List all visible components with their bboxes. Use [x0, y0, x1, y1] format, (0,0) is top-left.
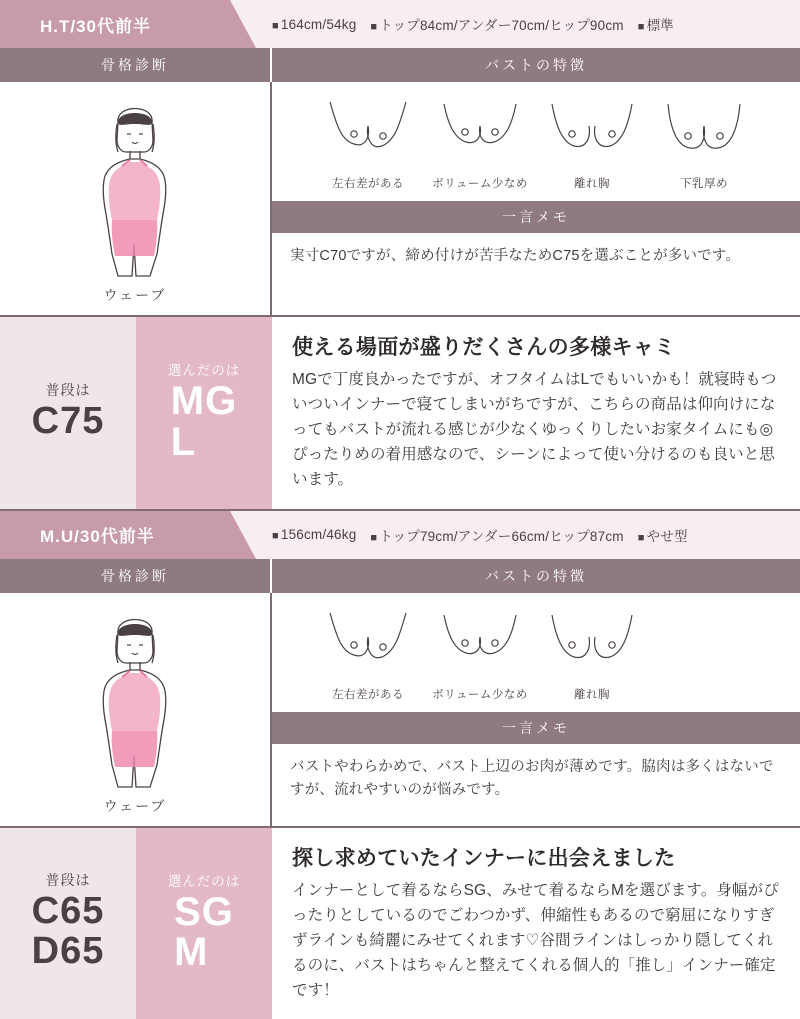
comment-block — [272, 828, 800, 1019]
bust-label: 下乳厚め — [680, 178, 728, 190]
reviewer-name: M.U/30代前半 — [0, 511, 230, 559]
stat-value: 標準 — [646, 18, 674, 33]
comment-title: 使える場面が盛りだくさんの多様キャミ — [292, 336, 676, 359]
body-row — [0, 593, 800, 828]
reviewer-stats — [230, 511, 800, 559]
review-block — [0, 511, 800, 1019]
stat-value: トップ79cm/アンダー66cm/ヒップ87cm — [379, 528, 624, 544]
usual-size-value: C75 — [31, 399, 105, 442]
bust-label: 離れ胸 — [574, 688, 610, 701]
reviewer-header — [0, 511, 800, 559]
bust-item — [540, 607, 644, 702]
bullet-icon: ■ — [370, 21, 378, 33]
comment-block — [272, 317, 800, 509]
stat-item — [370, 525, 623, 545]
column-headers — [0, 48, 800, 82]
header-bust: バストの特徴 — [272, 559, 800, 593]
stat-item — [370, 14, 623, 34]
bust-item — [316, 96, 420, 191]
reviewer-name: H.T/30代前半 — [0, 0, 230, 48]
bullet-icon: ■ — [272, 19, 279, 32]
stat-item — [272, 17, 356, 32]
stat-value: トップ84cm/アンダー70cm/ヒップ90cm — [379, 18, 624, 33]
bust-column — [272, 593, 800, 826]
bust-column — [272, 82, 800, 315]
reviewer-header — [0, 0, 800, 48]
memo-header: 一言メモ — [272, 201, 800, 233]
bullet-icon: ■ — [272, 530, 279, 543]
comment-body: MGで丁度良かったですが、オフタイムはLでもいいかも！就寝時もついついインナーで寝てしまいがちですが、こちらの商品は仰向けになってもバストが流れる感じが少なくゆっくりしたいお家タイムにも◎ぴったりめの着用感なので、シーンによって使い分けるのも良いと思います。 — [292, 371, 777, 489]
stat-item — [638, 525, 688, 545]
usual-size-label: 普段は — [45, 872, 91, 889]
header-skeleton: 骨格診断 — [0, 48, 272, 82]
bust-shape-icon — [320, 607, 416, 679]
stat-value: やせ型 — [646, 528, 688, 544]
bullet-icon: ■ — [370, 531, 378, 544]
skeleton-type-label: ウェーブ — [103, 797, 167, 814]
choice-row — [0, 317, 800, 509]
bust-item — [540, 96, 644, 191]
header-skeleton: 骨格診断 — [0, 559, 272, 593]
bust-shape-icon — [544, 607, 640, 679]
bust-item — [428, 607, 532, 702]
bust-shape-icon — [320, 96, 416, 168]
bust-label: 左右差がある — [332, 178, 404, 190]
usual-size-block — [0, 828, 136, 1019]
reviewer-stats — [230, 0, 800, 48]
figure-column — [0, 593, 272, 826]
picked-size-label: 選んだのは — [167, 873, 241, 889]
picked-size-value: SG M — [174, 889, 234, 975]
bust-label: 左右差がある — [332, 688, 404, 701]
stat-item — [272, 527, 356, 542]
picked-size-block — [136, 828, 272, 1019]
bust-label: ボリューム少なめ — [432, 688, 528, 701]
usual-size-value: C65 D65 — [31, 890, 105, 973]
bust-shape-list — [272, 593, 800, 706]
bust-item — [652, 96, 756, 191]
bust-shape-icon — [432, 607, 528, 679]
usual-size-block — [0, 317, 136, 509]
memo-text: 実寸C70ですが、締め付けが苦手なためC75を選ぶことが多いです。 — [290, 248, 741, 264]
bust-item — [316, 607, 420, 702]
column-headers — [0, 559, 800, 593]
comment-title: 探し求めていたインナーに出会えました — [292, 846, 676, 870]
header-bust: バストの特徴 — [272, 48, 800, 82]
figure-column — [0, 82, 272, 315]
picked-size-label: 選んだのは — [167, 362, 241, 378]
choice-row — [0, 828, 800, 1019]
memo-text: バストやわらかめで、バスト上辺のお肉が薄めです。脇肉は多くはないですが、流れやすいのが悩みです。 — [290, 758, 774, 799]
bust-shape-icon — [656, 96, 752, 168]
bust-shape-icon — [432, 96, 528, 168]
memo-header: 一言メモ — [272, 712, 800, 744]
bust-shape-list — [272, 82, 800, 195]
body-row — [0, 82, 800, 317]
bust-label: ボリューム少なめ — [432, 178, 528, 190]
body-figure-illustration — [60, 605, 210, 790]
bust-item — [428, 96, 532, 191]
stat-value: 164cm/54kg — [280, 16, 357, 32]
skeleton-type-label: ウェーブ — [103, 287, 167, 303]
picked-size-value: MG L — [170, 378, 238, 464]
body-figure-illustration — [60, 94, 210, 279]
bullet-icon: ■ — [637, 531, 645, 544]
picked-size-block — [136, 317, 272, 509]
stat-item — [638, 14, 674, 34]
bullet-icon: ■ — [637, 21, 645, 33]
comment-body: インナーとして着るならSG、みせて着るならMを選びます。身幅がぴったりとしているのでごわつかず、伸縮性もあるので窮屈になりすぎずラインも綺麗にみせてくれます♡谷間ラインはしっかり隠してくれるのに、バストはちゃんと整えてくれる個人的「推し」インナー確定です！ — [292, 881, 779, 999]
bust-shape-icon — [544, 96, 640, 168]
stat-value: 156cm/46kg — [280, 527, 357, 543]
bust-label: 離れ胸 — [574, 178, 610, 190]
usual-size-label: 普段は — [45, 381, 91, 398]
